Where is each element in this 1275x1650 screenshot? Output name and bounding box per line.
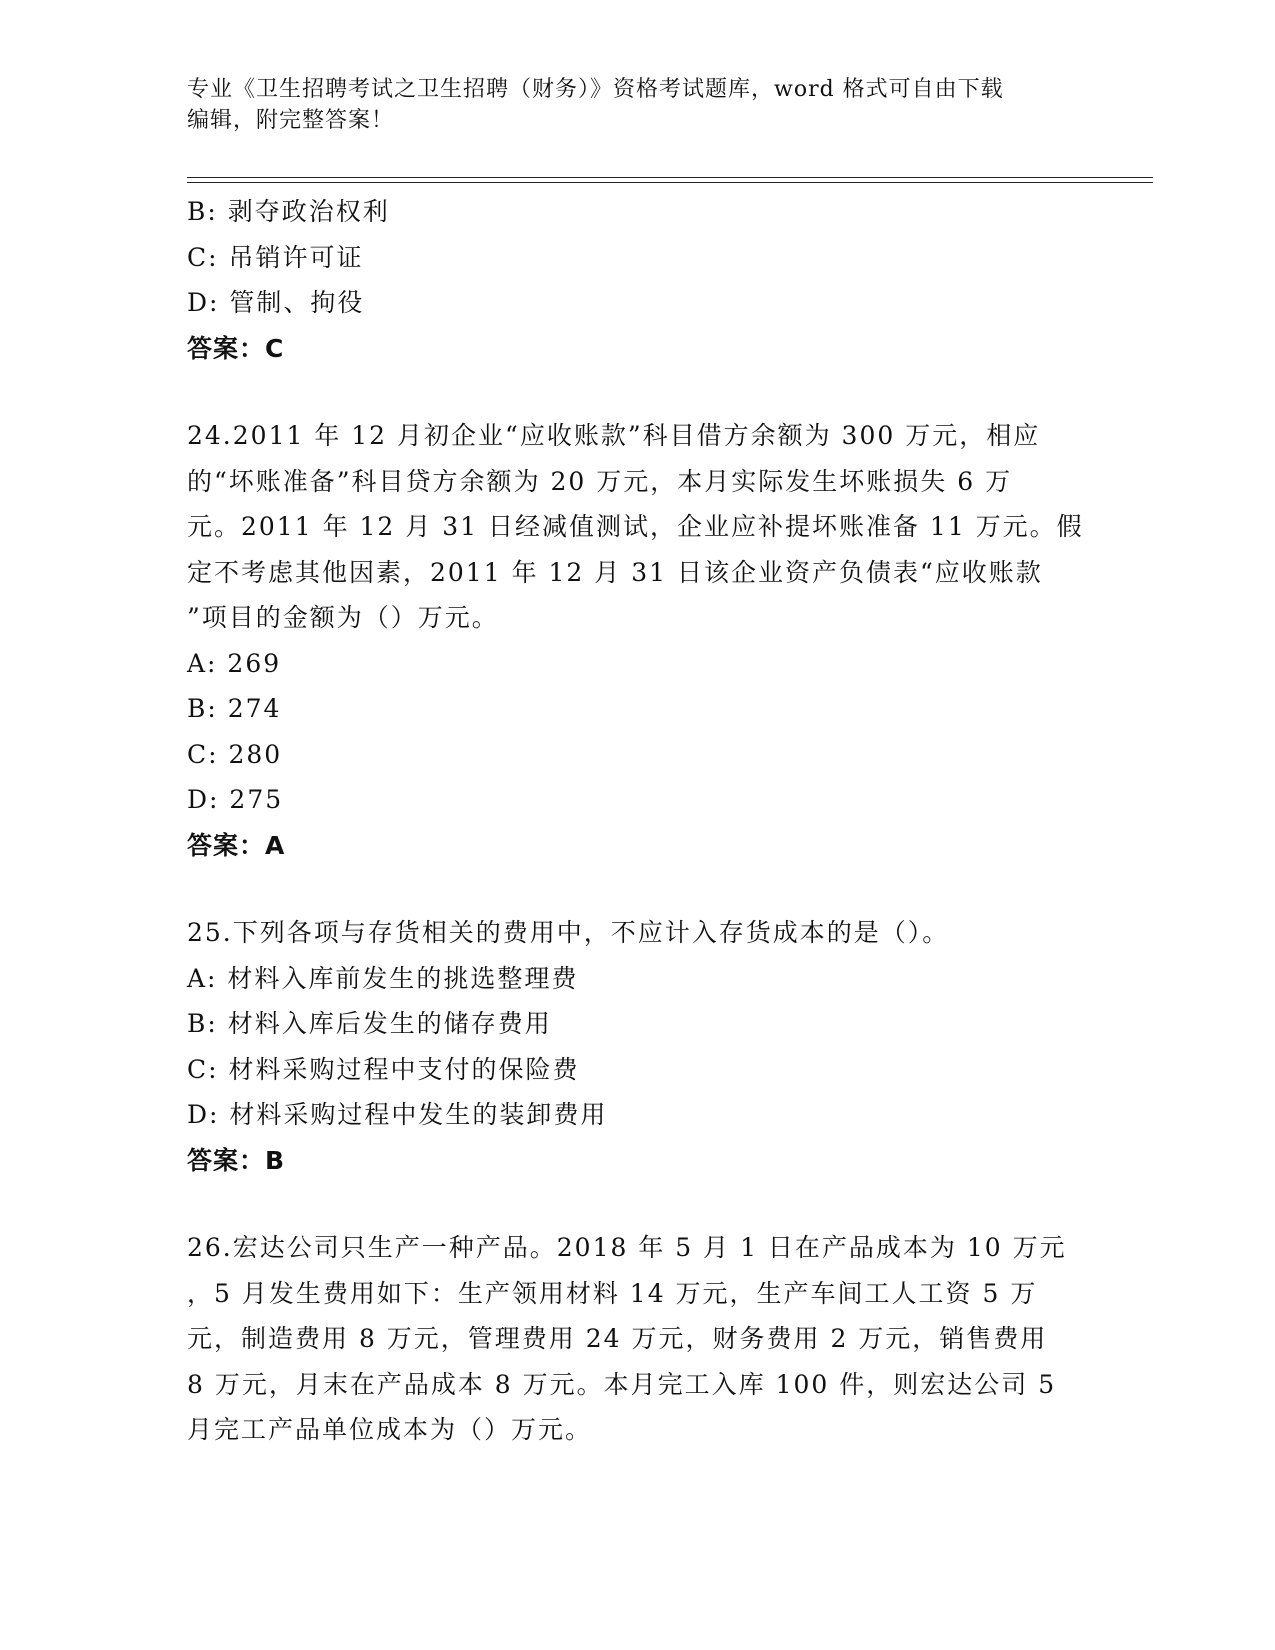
question-line: 月完工产品单位成本为（）万元。 <box>187 1415 593 1444</box>
option-a: A: 269 <box>187 648 282 678</box>
document-header <box>187 74 1067 136</box>
header-line-2: 编辑，附完整答案！ <box>187 108 395 133</box>
question-26-block <box>187 1225 1087 1453</box>
question-24-block <box>187 413 1087 868</box>
question-line: 24.2011 年 12 月初企业“应收账款”科目借方余额为 300 万元，相应 <box>187 421 1041 450</box>
question-25-text <box>187 910 1087 956</box>
answer-line: 答案：B <box>187 1145 286 1175</box>
question-line: 26.宏达公司只生产一种产品。2018 年 5 月 1 日在产品成本为 10 万元 <box>187 1233 1067 1262</box>
header-divider-top <box>187 177 1153 178</box>
question-line: 元。2011 年 12 月 31 日经减值测试，企业应补提坏账准备 11 万元。假 <box>187 512 1084 541</box>
prev-question-block <box>187 189 1087 371</box>
question-line: 8 万元，月末在产品成本 8 万元。本月完工入库 100 件，则宏达公司 5 <box>187 1369 1057 1399</box>
question-line: 25.下列各项与存货相关的费用中，不应计入存货成本的是（）。 <box>187 918 950 947</box>
question-26-text <box>187 1225 1087 1453</box>
option-d: D: 管制、拘役 <box>187 288 365 317</box>
option-c: C: 280 <box>187 739 283 769</box>
option-d: D: 材料采购过程中发生的装卸费用 <box>187 1100 608 1129</box>
question-25-block <box>187 910 1087 1183</box>
question-line: 定不考虑其他因素，2011 年 12 月 31 日该企业资产负债表“应收账款 <box>187 557 1043 587</box>
answer-line: 答案：A <box>187 830 286 860</box>
option-b: B: 274 <box>187 694 282 723</box>
option-d: D: 275 <box>187 785 284 814</box>
option-b: B: 材料入库后发生的储存费用 <box>187 1009 552 1038</box>
header-divider-bottom <box>187 182 1153 183</box>
option-b: B: 剥夺政治权利 <box>187 197 390 226</box>
document-content <box>187 189 1087 1453</box>
answer-line: 答案：C <box>187 333 285 363</box>
option-c: C: 吊销许可证 <box>187 242 364 272</box>
question-line: ”项目的金额为（）万元。 <box>187 603 499 632</box>
question-line: ，5 月发生费用如下：生产领用材料 14 万元，生产车间工人工资 5 万 <box>187 1278 1038 1308</box>
option-a: A: 材料入库前发生的挑选整理费 <box>187 963 579 993</box>
question-line: 元，制造费用 8 万元，管理费用 24 万元，财务费用 2 万元，销售费用 <box>187 1324 1048 1353</box>
option-c: C: 材料采购过程中支付的保险费 <box>187 1054 580 1084</box>
question-24-text <box>187 413 1087 641</box>
header-line-1: 专业《卫生招聘考试之卫生招聘（财务）》资格考试题库，word 格式可自由下载 <box>187 77 1004 102</box>
question-line: 的“坏账准备”科目贷方余额为 20 万元，本月实际发生坏账损失 6 万 <box>187 466 1013 496</box>
